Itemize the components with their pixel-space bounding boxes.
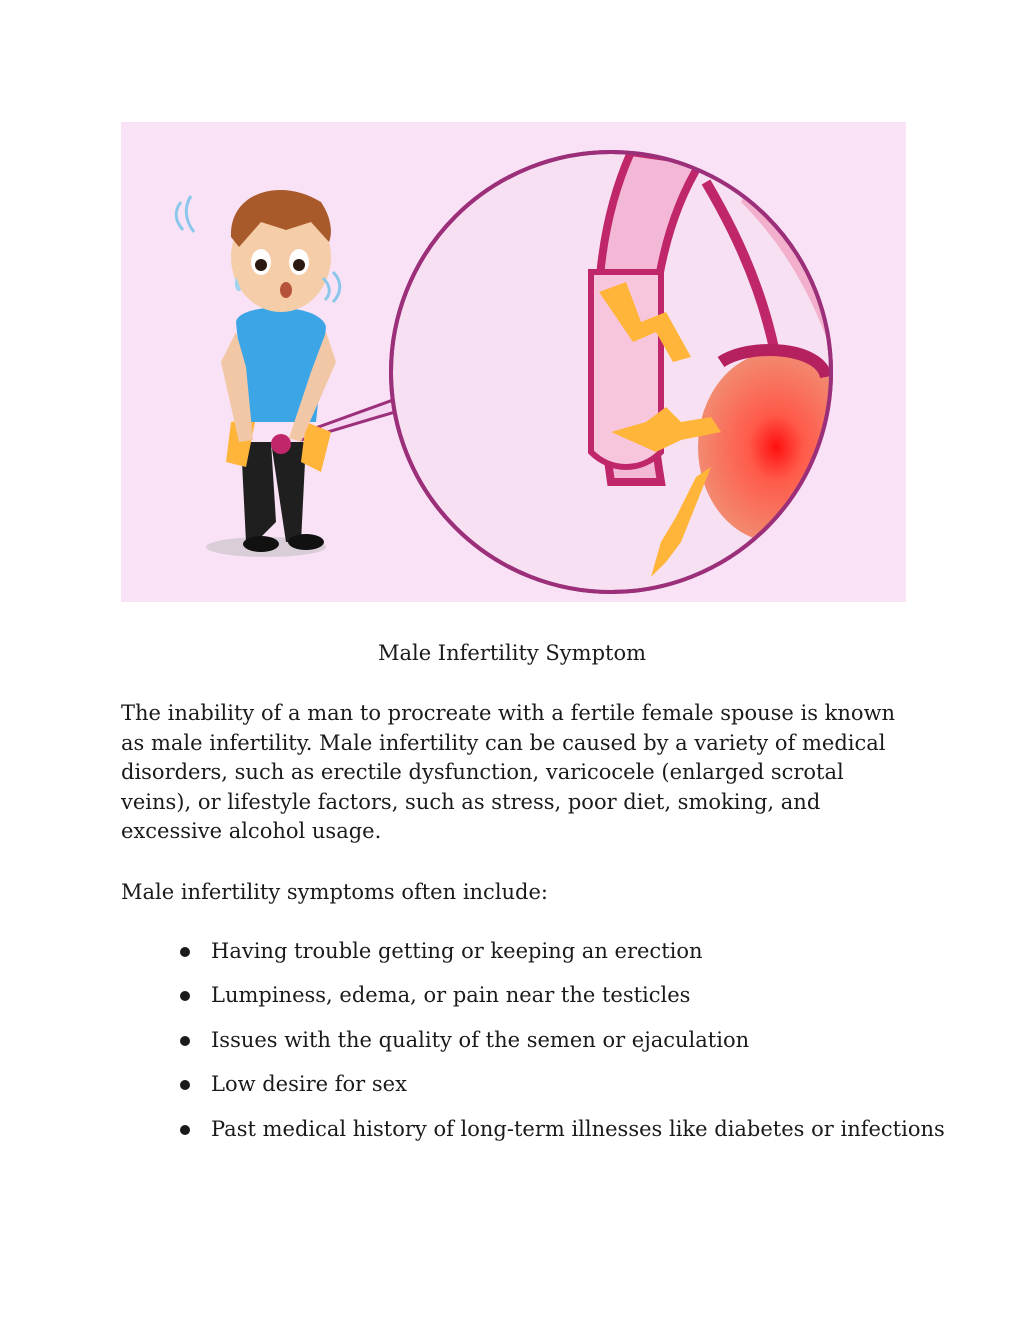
figure-caption: Male Infertility Symptom	[377, 641, 647, 665]
symptom-text: Past medical history of long-term illnesses like diabetes or infections	[211, 1116, 945, 1141]
symptom-text: Lumpiness, edema, or pain near the testicles	[211, 983, 691, 1008]
symptom-text: Having trouble getting or keeping an erection	[211, 939, 703, 963]
boy-figure	[206, 190, 336, 557]
list-item	[180, 1069, 960, 1113]
bullet-icon	[180, 1036, 190, 1046]
symptom-text: Low desire for sex	[211, 1072, 407, 1097]
list-item	[180, 936, 960, 980]
list-item	[180, 1025, 960, 1069]
symptom-list	[180, 936, 960, 1158]
male-infertility-illustration	[121, 122, 906, 602]
symptoms-intro: Male infertility symptoms often include:	[121, 880, 549, 904]
bullet-icon	[180, 947, 190, 957]
description-paragraph: The inability of a man to procreate with a fertile female spouse is known as male infertility. Male infertility can be caused by a variety of medical disorders, such as erectile dysfunction, varicocele (enlarged scrotal veins), or lifestyle factors, such as stress, poor diet, smoking, and excessive alcohol usage.	[121, 701, 896, 843]
list-item	[180, 980, 960, 1024]
list-item	[180, 1114, 960, 1158]
bullet-icon	[180, 1080, 190, 1090]
bullet-icon	[180, 991, 190, 1001]
illustration	[121, 122, 906, 602]
bullet-icon	[180, 1125, 190, 1135]
symptom-text: Issues with the quality of the semen or ejaculation	[211, 1027, 750, 1052]
